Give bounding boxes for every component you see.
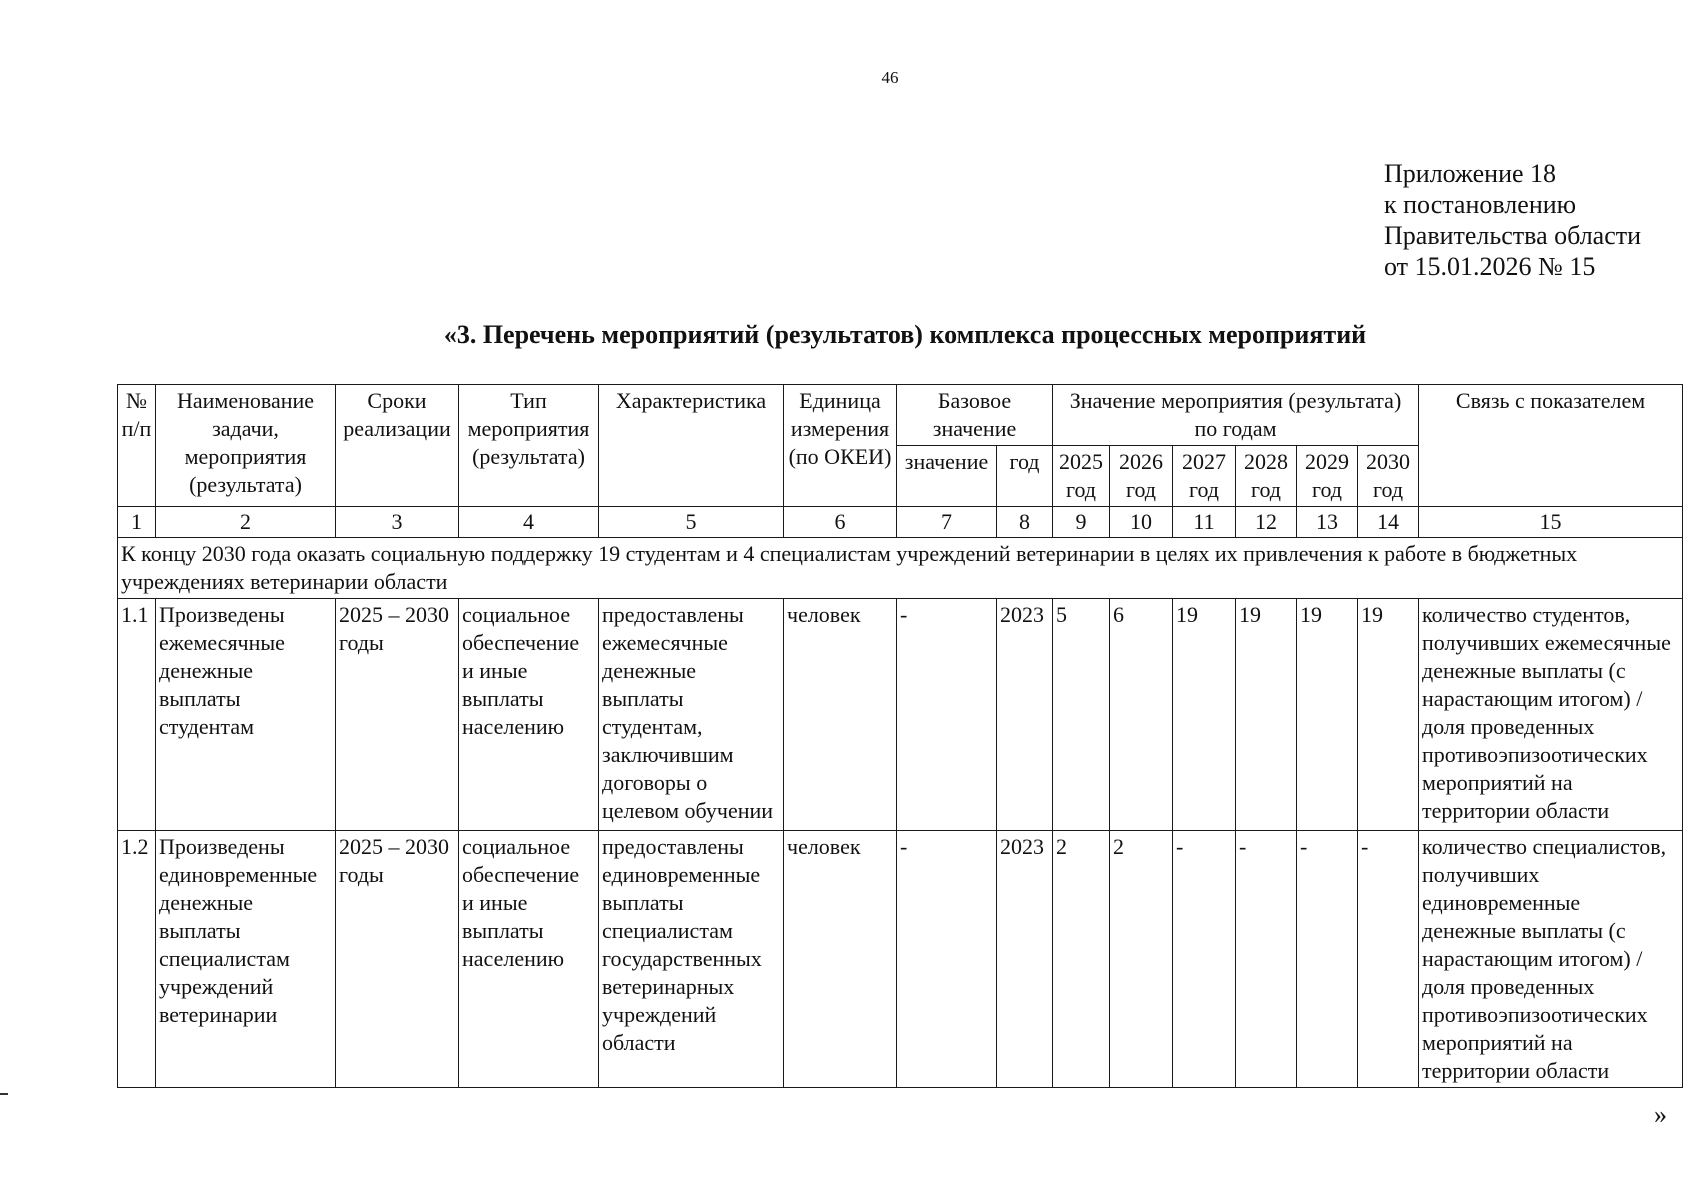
column-number: 4 bbox=[459, 507, 599, 538]
row-characteristic: предоставлены единовременные выплаты специалистам государственных ветеринарных учреждений области bbox=[599, 831, 784, 1088]
header-period: Сроки реализации bbox=[336, 385, 459, 507]
row-value-2026: 6 bbox=[1110, 599, 1173, 831]
row-num: 1.1 bbox=[118, 599, 156, 831]
row-base-value: - bbox=[897, 831, 997, 1088]
column-number: 9 bbox=[1053, 507, 1110, 538]
header-num: № п/п bbox=[118, 385, 156, 507]
header-base: Базовое значение bbox=[897, 385, 1053, 446]
task-row bbox=[118, 538, 1683, 599]
column-number: 1 bbox=[118, 507, 156, 538]
row-value-2028: 19 bbox=[1236, 599, 1297, 831]
appendix-line: от 15.01.2026 № 15 bbox=[1384, 252, 1596, 281]
header-unit: Единица измерения (по ОКЕИ) bbox=[784, 385, 897, 507]
appendix-line: Приложение 18 bbox=[1384, 159, 1557, 188]
row-base-year: 2023 bbox=[997, 831, 1053, 1088]
row-type: социальное обеспечение и иные выплаты населению bbox=[459, 831, 599, 1088]
header-row bbox=[118, 385, 1683, 446]
header-base-value: значение bbox=[897, 446, 997, 507]
appendix-line: к постановлению bbox=[1384, 190, 1577, 219]
header-year: 2028 год bbox=[1236, 446, 1297, 507]
header-values-by-year: Значение мероприятия (результата) по годам bbox=[1053, 385, 1419, 446]
document-title: «3. Перечень мероприятий (результатов) комплекса процессных мероприятий bbox=[443, 320, 1367, 349]
row-link: количество студентов, получивших ежемесячные денежные выплаты (с нарастающим итогом) / доля проведенных противоэпизоотических мероприятий на территории области bbox=[1419, 599, 1683, 831]
row-base-value: - bbox=[897, 599, 997, 831]
row-value-2025: 5 bbox=[1053, 599, 1110, 831]
row-period: 2025 – 2030 годы bbox=[336, 599, 459, 831]
header-year: 2030 год bbox=[1358, 446, 1419, 507]
margin-mark bbox=[0, 1093, 8, 1095]
row-link: количество специалистов, получивших единовременные денежные выплаты (с нарастающим итогом) / доля проведенных противоэпизоотических мероприятий на территории области bbox=[1419, 831, 1683, 1088]
column-number: 10 bbox=[1110, 507, 1173, 538]
header-type: Тип мероприятия (результата) bbox=[459, 385, 599, 507]
row-unit: человек bbox=[784, 831, 897, 1088]
column-number: 3 bbox=[336, 507, 459, 538]
column-number: 5 bbox=[599, 507, 784, 538]
row-value-2030: - bbox=[1358, 831, 1419, 1088]
header-characteristic: Характеристика bbox=[599, 385, 784, 507]
column-number: 14 bbox=[1358, 507, 1419, 538]
task-description: К концу 2030 года оказать социальную поддержку 19 студентам и 4 специалистам учреждений ветеринарии в целях их привлечения к работе в бюджетных учреждениях ветеринарии области bbox=[118, 538, 1683, 599]
page-number: 46 bbox=[881, 68, 899, 87]
row-value-2027: - bbox=[1173, 831, 1236, 1088]
row-value-2026: 2 bbox=[1110, 831, 1173, 1088]
column-number: 12 bbox=[1236, 507, 1297, 538]
column-number: 6 bbox=[784, 507, 897, 538]
row-value-2027: 19 bbox=[1173, 599, 1236, 831]
measures-table bbox=[117, 384, 1683, 1088]
header-year: 2027 год bbox=[1173, 446, 1236, 507]
row-period: 2025 – 2030 годы bbox=[336, 831, 459, 1088]
table-row bbox=[118, 831, 1683, 1088]
row-value-2028: - bbox=[1236, 831, 1297, 1088]
appendix-line: Правительства области bbox=[1384, 221, 1642, 250]
appendix-block bbox=[1384, 158, 1641, 282]
row-value-2029: 19 bbox=[1297, 599, 1358, 831]
row-name: Произведены единовременные денежные выплаты специалистам учреждений ветеринарии bbox=[156, 831, 336, 1088]
column-number: 8 bbox=[997, 507, 1053, 538]
table-row bbox=[118, 599, 1683, 831]
header-year: 2025 год bbox=[1053, 446, 1110, 507]
row-value-2025: 2 bbox=[1053, 831, 1110, 1088]
header-link: Связь с показателем bbox=[1419, 385, 1683, 507]
row-unit: человек bbox=[784, 599, 897, 831]
header-base-year: год bbox=[997, 446, 1053, 507]
header-year: 2029 год bbox=[1297, 446, 1358, 507]
column-number: 15 bbox=[1419, 507, 1683, 538]
header-name: Наименование задачи, мероприятия (результата) bbox=[156, 385, 336, 507]
row-base-year: 2023 bbox=[997, 599, 1053, 831]
closing-quote: » bbox=[1654, 1100, 1667, 1129]
row-characteristic: предоставлены ежемесячные денежные выплаты студентам, заключившим договоры о целевом обучении bbox=[599, 599, 784, 831]
column-number: 13 bbox=[1297, 507, 1358, 538]
row-num: 1.2 bbox=[118, 831, 156, 1088]
column-number: 7 bbox=[897, 507, 997, 538]
row-name: Произведены ежемесячные денежные выплаты студентам bbox=[156, 599, 336, 831]
column-number: 2 bbox=[156, 507, 336, 538]
header-year: 2026 год bbox=[1110, 446, 1173, 507]
column-number-row bbox=[118, 507, 1683, 538]
row-value-2030: 19 bbox=[1358, 599, 1419, 831]
row-value-2029: - bbox=[1297, 831, 1358, 1088]
row-type: социальное обеспечение и иные выплаты населению bbox=[459, 599, 599, 831]
column-number: 11 bbox=[1173, 507, 1236, 538]
